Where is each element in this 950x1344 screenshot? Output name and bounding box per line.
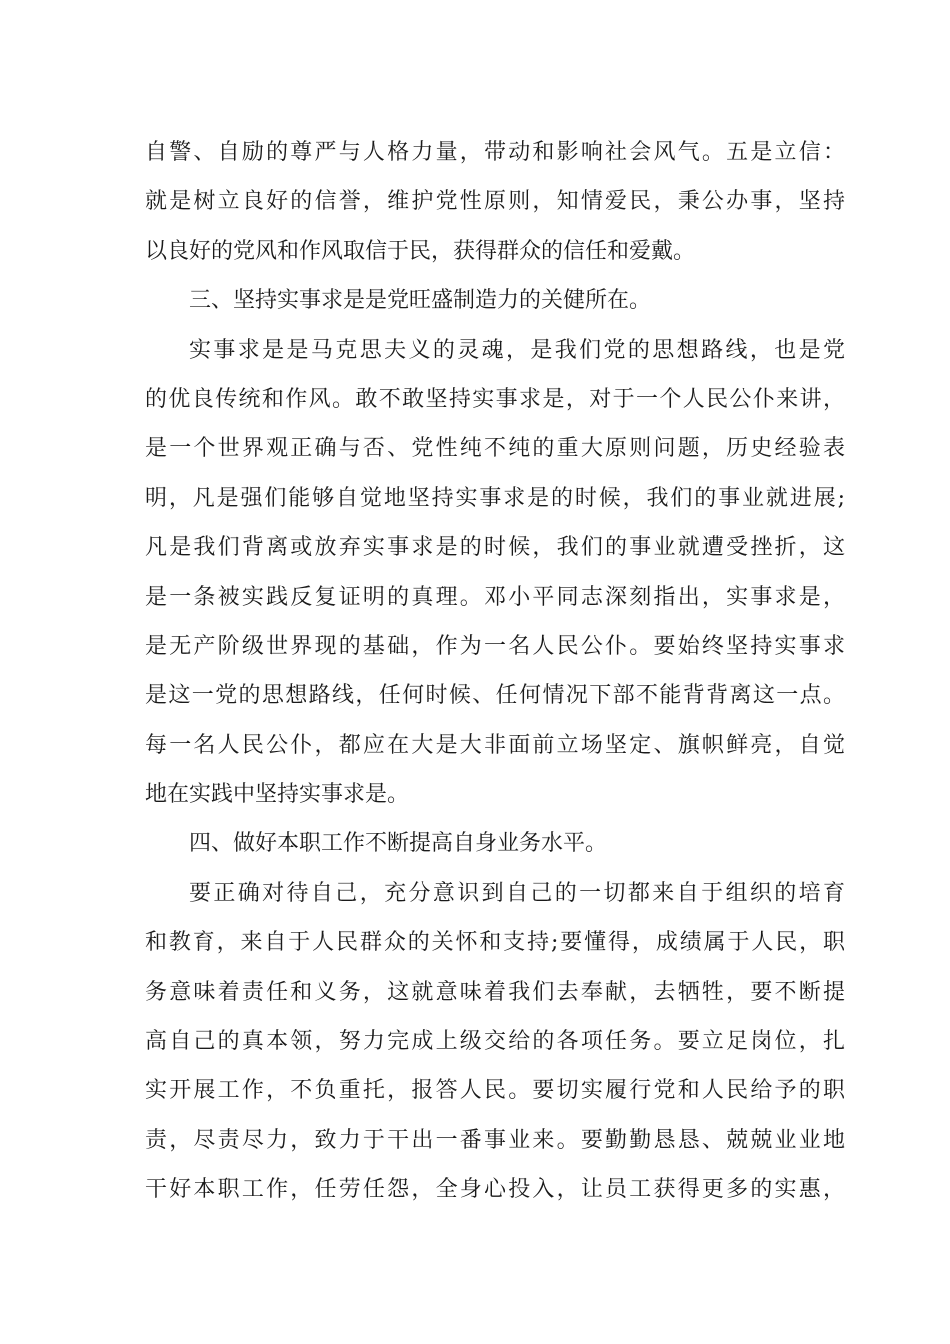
text-line: 每一名人民公仆，都应在大是大非面前立场坚定、旗帜鲜亮，自觉 [145, 732, 845, 758]
text-line: 责，尽责尽力，致力于干出一番事业来。要勤勤恳恳、兢兢业业地 [145, 1127, 845, 1153]
text-line: 是一个世界观正确与否、党性纯不纯的重大原则问题，历史经验表 [145, 436, 845, 462]
text-line: 地在实践中坚持实事求是。 [145, 782, 410, 808]
text-line: 四、做好本职工作不断提高自身业务水平。 [189, 831, 608, 857]
text-line: 是一条被实践反复证明的真理。邓小平同志深刻指出，实事求是， [145, 584, 845, 610]
text-line: 要正确对待自己，充分意识到自己的一切都来自于组织的培育 [189, 880, 845, 906]
text-line: 明，凡是强们能够自觉地坚持实事求是的时候，我们的事业就进展; [145, 485, 845, 511]
text-line: 干好本职工作，任劳任怨，全身心投入，让员工获得更多的实惠， [145, 1177, 845, 1203]
text-line: 三、坚持实事求是是党旺盛制造力的关健所在。 [189, 288, 652, 314]
text-line: 以良好的党风和作风取信于民，获得群众的信任和爱戴。 [145, 238, 696, 264]
text-line: 就是树立良好的信誉，维护党性原则，知情爱民，秉公办事，坚持 [145, 189, 845, 215]
text-line: 实事求是是马克思夫义的灵魂，是我们党的思想路线，也是党 [189, 337, 845, 363]
text-line: 是无产阶级世界现的基础，作为一名人民公仆。要始终坚持实事求 [145, 633, 845, 659]
text-line: 务意味着责任和义务，这就意味着我们去奉献，去牺牲，要不断提 [145, 979, 845, 1005]
text-line: 和教育，来自于人民群众的关怀和支持;要懂得，成绩属于人民，职 [145, 930, 845, 956]
text-line: 是这一党的思想路线，任何时候、任何情况下部不能背背离这一点。 [145, 683, 845, 709]
document-body [145, 128, 845, 1215]
text-line: 实开展工作，不负重托，报答人民。要切实履行党和人民给予的职 [145, 1078, 845, 1104]
text-line: 的优良传统和作风。敢不敢坚持实事求是，对于一个人民公仆来讲， [145, 386, 845, 412]
text-line: 自警、自励的尊严与人格力量，带动和影响社会风气。五是立信： [145, 140, 845, 165]
text-line: 凡是我们背离或放弃实事求是的时候，我们的事业就遭受挫折，这 [145, 535, 845, 561]
text-line: 高自己的真本领，努力完成上级交给的各项任务。要立足岗位，扎 [145, 1029, 845, 1055]
